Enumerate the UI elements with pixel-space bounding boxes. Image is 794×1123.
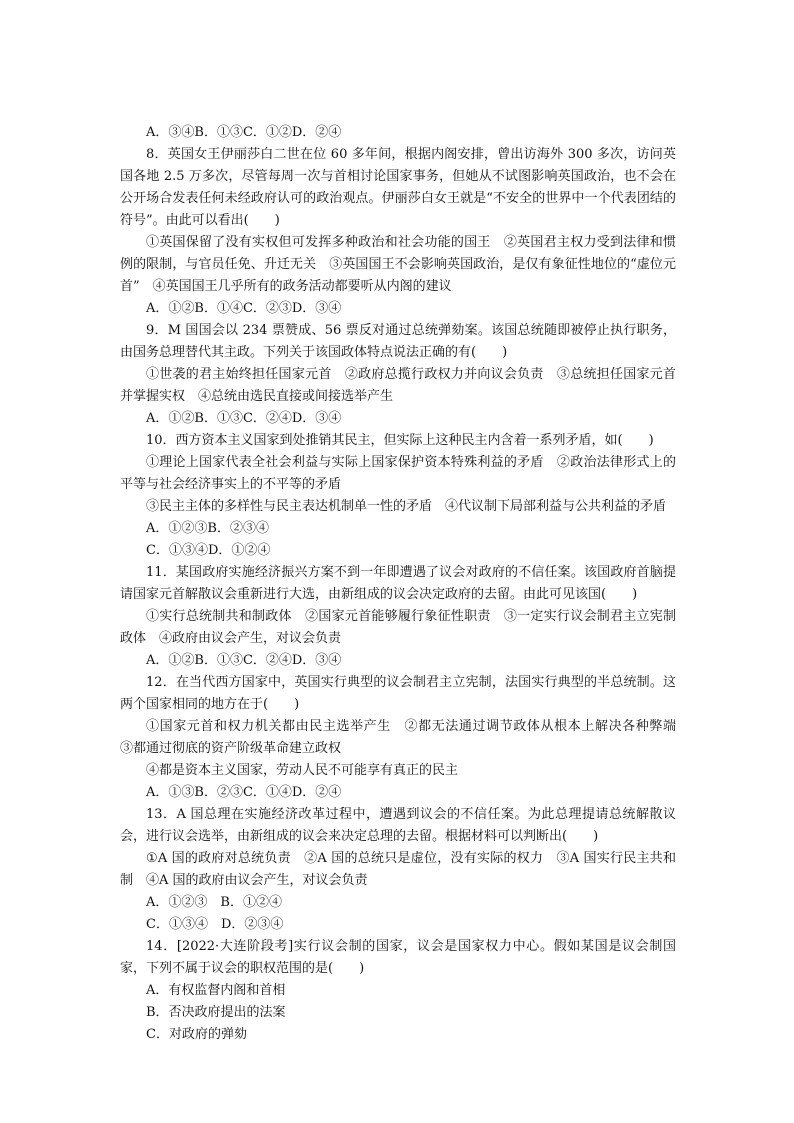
document-page [120, 122, 690, 1046]
q10-choice-2: ③民主主体的多样性与民主表达机制单一性的矛盾 ④代议制下局部利益与公共利益的矛盾 [146, 499, 667, 514]
question-12 [120, 672, 690, 804]
q10-choice-1: ①理论上国家代表全社会利益与实际上国家保护资本特殊利益的矛盾 ②政治法律形式上的平等与社会经济事实上的不平等的矛盾 [120, 455, 676, 492]
q13-options-2: C．①③④ D．②③④ [146, 917, 284, 932]
q11-options: A．①②B．①③C．②④D．③④ [146, 653, 342, 668]
q14-stem: 14．[2022·大连阶段考]实行议会制的国家，议会是国家权力中心。假如某国是议会制国家，下列不属于议会的职权范围的是( ) [120, 939, 676, 976]
q12-stem: 12．在当代西方国家中，英国实行典型的议会制君主立宪制，法国实行典型的半总统制。这两个国家相同的地方在于( ) [120, 675, 676, 712]
q11-choices: ①实行总统制共和制政体 ②国家元首能够履行象征性职责 ③一定实行议会制君主立宪制政体 ④政府由议会产生，对议会负责 [120, 609, 676, 646]
q14-option-c: C．对政府的弹劾 [146, 1027, 247, 1042]
question-13 [120, 804, 676, 936]
q9-choices: ①世袭的君主始终担任国家元首 ②政府总揽行政权力并向议会负责 ③总统担任国家元首并掌握实权 ④总统由选民直接或间接选举产生 [120, 367, 676, 404]
q12-options: A．①③B．②③C．①④D．②④ [146, 785, 342, 800]
q13-choices: ①A 国的政府对总统负责 ②A 国的总统只是虚位，没有实际的权力 ③A 国实行民主共和制 ④A 国的政府由议会产生，对议会负责 [120, 851, 676, 888]
q14-option-b: B．否决政府提出的法案 [146, 1005, 286, 1020]
question-10 [120, 430, 676, 562]
q13-options-1: A．①②③ B．①②④ [146, 895, 282, 910]
q9-stem: 9．M 国国会以 234 票赞成、56 票反对通过总统弹劾案。该国总统随即被停止执行职务，由国务总理替代其主政。下列关于该国政体特点说法正确的有( ) [120, 323, 676, 360]
q10-options-2: C．①③④D．①②④ [146, 543, 271, 558]
q10-stem: 10．西方资本主义国家到处推销其民主，但实际上这种民主内含着一系列矛盾，如( ) [146, 433, 654, 448]
q14-option-a: A．有权监督内阁和首相 [146, 983, 286, 998]
question-14 [120, 936, 676, 1046]
q10-options-1: A．①②③B．②③④ [146, 521, 269, 536]
q7-options: A．③④B．①③C．①②D．②④ [146, 125, 342, 140]
q12-choice-2: ④都是资本主义国家，劳动人民不可能享有真正的民主 [146, 763, 459, 778]
question-8 [120, 144, 676, 320]
q8-stem: 8．英国女王伊丽莎白二世在位 60 多年间，根据内阁安排，曾出访海外 300 多次，访问英国各地 2.5 万多次，尽管每周一次与首相讨论国家事务，但她从不试图影响英国政治，也不会在公开场合发表任何未经政府认可的政治观点。伊丽莎白女王就是“不安全的世界中一个代表团结的符号”。由此可以看出( ) [120, 147, 676, 228]
q13-stem: 13．A 国总理在实施经济改革过程中，遭遇到议会的不信任案。为此总理提请总统解散议会，进行议会选举，由新组成的议会来决定总理的去留。根据材料可以判断出( ) [120, 807, 676, 844]
q11-stem: 11．某国政府实施经济振兴方案不到一年即遭遇了议会对政府的不信任案。该国政府首脑提请国家元首解散议会重新进行大选，由新组成的议会决定政府的去留。由此可见该国( ) [120, 565, 676, 602]
q8-options: A．①②B．①④C．②③D．③④ [146, 301, 342, 316]
question-9 [120, 320, 676, 430]
q9-options: A．①②B．①③C．②④D．③④ [146, 411, 342, 426]
question-11 [120, 562, 676, 672]
q12-choice-1: ①国家元首和权力机关都由民主选举产生 ②都无法通过调节政体从根本上解决各种弊端 ③都通过彻底的资产阶级革命建立政权 [120, 719, 690, 756]
q8-choices: ①英国保留了没有实权但可发挥多种政治和社会功能的国王 ②英国君主权力受到法律和惯例的限制，与官员任免、升迁无关 ③英国国王不会影响英国政治，是仅有象征性地位的“虚位元首” ④英国国王几乎所有的政务活动都要听从内阁的建议 [120, 235, 676, 294]
